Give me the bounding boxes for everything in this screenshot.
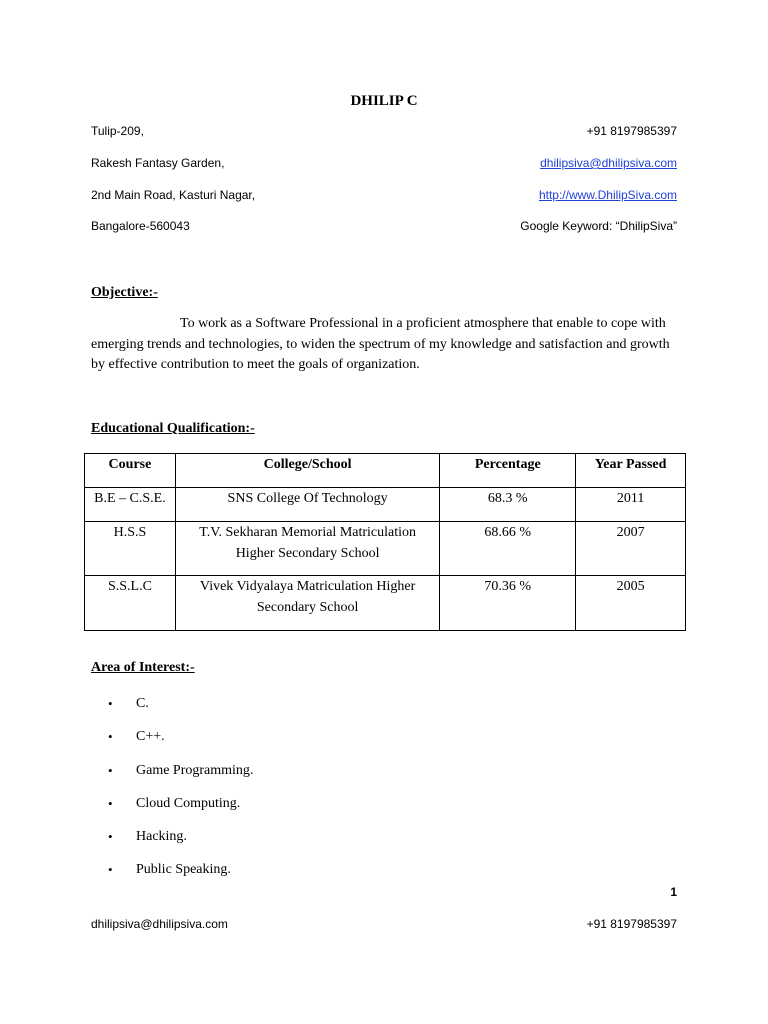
phone-number: +91 8197985397 — [586, 124, 677, 138]
bullet-icon: • — [108, 729, 113, 745]
year-cell: 2007 — [576, 522, 686, 576]
interest-label: Hacking. — [136, 829, 187, 845]
header-college: College/School — [175, 454, 439, 488]
percentage-cell: 68.66 % — [440, 522, 576, 576]
interest-list — [91, 694, 253, 894]
table-row — [85, 576, 686, 631]
address-line-1: Tulip-209, — [91, 124, 144, 138]
footer-phone: +91 8197985397 — [586, 917, 677, 931]
college-cell: Vivek Vidyalaya Matriculation Higher Secondary School — [175, 576, 439, 631]
candidate-name: DHILIP C — [350, 93, 418, 109]
course-cell: H.S.S — [85, 522, 176, 576]
list-item — [91, 827, 253, 860]
percentage-cell: 70.36 % — [440, 576, 576, 631]
education-table — [84, 453, 686, 631]
bullet-icon: • — [108, 862, 113, 878]
list-item — [91, 727, 253, 760]
percentage-cell: 68.3 % — [440, 488, 576, 522]
header-course: Course — [85, 454, 176, 488]
list-item — [91, 794, 253, 827]
bullet-icon: • — [108, 762, 113, 778]
interest-label: Game Programming. — [136, 762, 254, 778]
table-header-row — [85, 454, 686, 488]
header-year: Year Passed — [576, 454, 686, 488]
objective-heading: Objective:- — [91, 285, 158, 300]
college-cell: T.V. Sekharan Memorial Matriculation Higher Secondary School — [175, 522, 439, 576]
address-line-4: Bangalore-560043 — [91, 219, 190, 233]
college-cell: SNS College Of Technology — [175, 488, 439, 522]
address-line-2: Rakesh Fantasy Garden, — [91, 156, 225, 170]
table-row — [85, 522, 686, 576]
bullet-icon: • — [108, 829, 113, 845]
objective-text: To work as a Software Professional in a proficient atmosphere that enable to cope with emerging trends and technologies, to widen the spectrum of my knowledge and satisfaction and growth by effective contribution to meet the goals of organization. — [91, 316, 670, 372]
interest-label: C. — [136, 696, 149, 711]
email-link[interactable]: dhilipsiva@dhilipsiva.com — [540, 156, 677, 170]
table-row — [85, 488, 686, 522]
website-link[interactable]: http://www.DhilipSiva.com — [538, 188, 677, 202]
list-item — [91, 761, 253, 794]
footer-email: dhilipsiva@dhilipsiva.com — [91, 917, 228, 931]
bullet-icon: • — [108, 696, 113, 711]
interest-label: Cloud Computing. — [136, 795, 241, 811]
list-item — [91, 860, 253, 893]
bullet-icon: • — [108, 795, 113, 811]
header-percentage: Percentage — [440, 454, 576, 488]
google-keyword: Google Keyword: “DhilipSiva” — [520, 219, 677, 233]
interest-label: Public Speaking. — [136, 862, 231, 878]
interest-label: C++. — [136, 729, 165, 745]
page-number: 1 — [670, 885, 677, 899]
course-cell: B.E – C.S.E. — [85, 488, 176, 522]
interests-heading: Area of Interest:- — [91, 660, 195, 675]
year-cell: 2005 — [576, 576, 686, 631]
address-line-3: 2nd Main Road, Kasturi Nagar, — [91, 188, 256, 202]
education-heading: Educational Qualification:- — [91, 421, 255, 436]
year-cell: 2011 — [576, 488, 686, 522]
course-cell: S.S.L.C — [85, 576, 176, 631]
list-item — [91, 694, 253, 727]
